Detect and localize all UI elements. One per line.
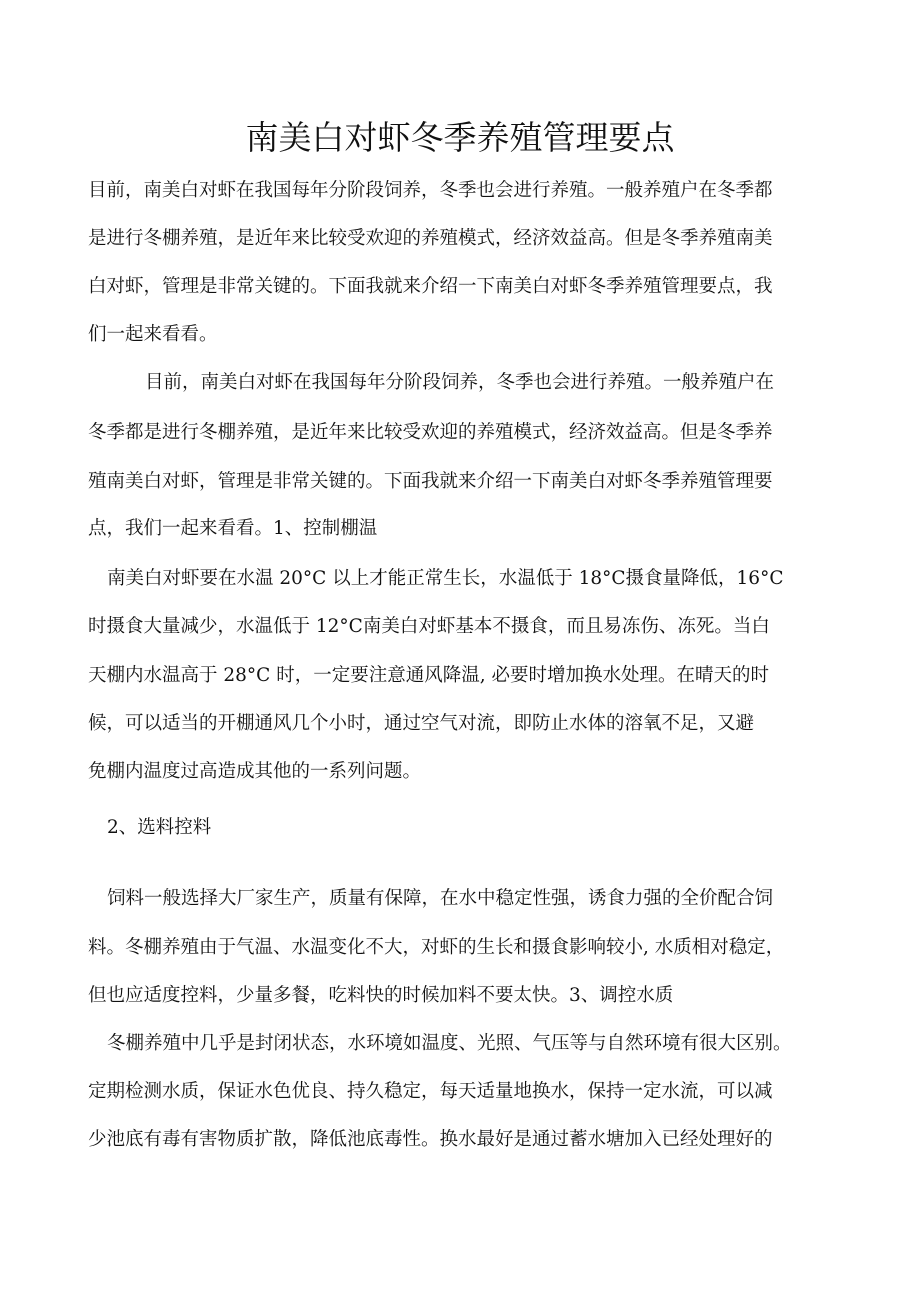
section-1-line-2: 时摄食大量减少，水温低于 12°C南美白对虾基本不摄食，而且易冻伤、冻死。当白: [88, 616, 770, 637]
section-1-line-1: 南美白对虾要在水温 20°C 以上才能正常生长，水温低于 18°C摄食量降低，16°C: [107, 568, 784, 589]
section-1-line-4: 候，可以适当的开棚通风几个小时，通过空气对流，即防止水体的溶氧不足，又避: [88, 713, 755, 734]
paragraph-2-line-3: 殖南美白对虾，管理是非常关键的。下面我就来介绍一下南美白对虾冬季养殖管理要: [88, 471, 773, 492]
section-1-line-3: 天棚内水温高于 28°C 时，一定要注意通风降温, 必要时增加换水处理。在晴天的时: [88, 665, 769, 686]
section-2-line-3: 但也应适度控料，少量多餐，吃料快的时候加料不要太快。3、调控水质: [88, 985, 674, 1006]
intro-line-4: 们一起来看看。: [88, 324, 218, 345]
section-3-line-3: 少池底有毒有害物质扩散，降低池底毒性。换水最好是通过蓄水塘加入已经处理好的: [88, 1129, 773, 1150]
intro-line-2: 是进行冬棚养殖，是近年来比较受欢迎的养殖模式，经济效益高。但是冬季养殖南美: [88, 228, 773, 249]
section-3-line-1: 冬棚养殖中几乎是封闭状态，水环境如温度、光照、气压等与自然环境有很大区别。: [107, 1033, 792, 1054]
section-2-line-1: 饲料一般选择大厂家生产，质量有保障，在水中稳定性强，诱食力强的全价配合饲: [107, 888, 774, 909]
paragraph-2-line-1: 目前，南美白对虾在我国每年分阶段饲养，冬季也会进行养殖。一般养殖户在: [145, 372, 775, 393]
section-2-heading: 2、选料控料: [107, 817, 212, 838]
paragraph-2-line-2: 冬季都是进行冬棚养殖，是近年来比较受欢迎的养殖模式，经济效益高。但是冬季养: [88, 422, 773, 443]
section-3-line-2: 定期检测水质，保证水色优良、持久稳定，每天适量地换水，保持一定水流，可以减: [88, 1081, 773, 1102]
intro-line-3: 白对虾，管理是非常关键的。下面我就来介绍一下南美白对虾冬季养殖管理要点，我: [88, 276, 773, 297]
section-2-line-2: 料。冬棚养殖由于气温、水温变化不大，对虾的生长和摄食影响较小, 水质相对稳定，: [88, 937, 785, 958]
section-1-line-5: 免棚内温度过高造成其他的一系列问题。: [88, 761, 422, 782]
paragraph-2-line-4: 点，我们一起来看看。1、控制棚温: [88, 518, 378, 539]
intro-line-1: 目前，南美白对虾在我国每年分阶段饲养，冬季也会进行养殖。一般养殖户在冬季都: [88, 180, 773, 201]
document-title: 南美白对虾冬季养殖管理要点: [245, 118, 675, 157]
